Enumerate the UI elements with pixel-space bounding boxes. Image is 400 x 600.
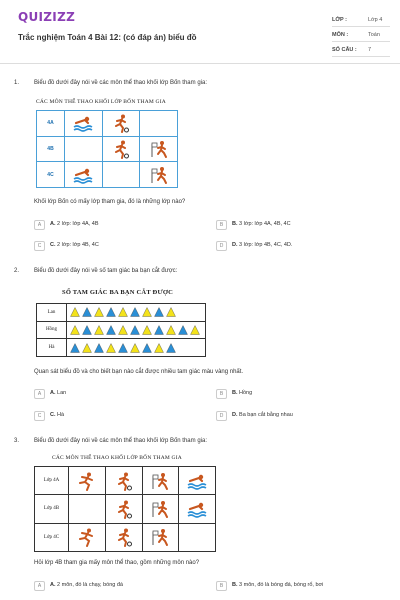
option-letter: B	[216, 389, 227, 399]
option-text: 3 môn, đó là bóng đá, bóng rổ, bơi	[239, 582, 324, 588]
chart-cell	[179, 523, 216, 551]
meta-subject	[332, 29, 390, 42]
chart-row	[37, 304, 206, 322]
triangle-cell	[67, 304, 206, 322]
meta-value: 7	[368, 47, 372, 53]
chart-row	[37, 136, 178, 162]
option-letter: D	[216, 411, 227, 421]
triangle-blue	[94, 343, 104, 353]
chess-icon	[150, 527, 170, 547]
option-text: 2 môn, đó là chạy, bóng đá	[57, 582, 123, 588]
chart-cell	[102, 111, 140, 137]
option-d[interactable]	[216, 240, 366, 252]
triangle-yellow	[82, 343, 92, 353]
row-label: 4B	[37, 136, 65, 162]
option-letter: B	[216, 220, 227, 230]
triangle-yellow	[142, 307, 152, 317]
triangle-blue	[154, 307, 164, 317]
chart-cell	[140, 111, 178, 137]
option-key: D.	[232, 242, 238, 248]
sports-pictograph	[36, 110, 178, 188]
chart-cell	[140, 162, 178, 188]
chart-row	[35, 495, 216, 523]
row-label: Lớp 4A	[35, 467, 69, 495]
chart-row	[35, 523, 216, 551]
triangle-yellow	[94, 307, 104, 317]
meta-key: LỚP :	[332, 17, 347, 23]
row-label: 4A	[37, 111, 65, 137]
question-prompt: Biểu đồ dưới đây nói về số tam giác ba bạn cắt được:	[34, 268, 178, 274]
page-header	[0, 0, 400, 64]
triangle-blue	[130, 307, 140, 317]
triangle-pictograph	[36, 303, 206, 357]
option-key: C.	[50, 242, 56, 248]
option-key: B.	[232, 390, 238, 396]
sports-pictograph	[34, 466, 216, 552]
chart-cell	[65, 136, 103, 162]
triangle-blue	[106, 307, 116, 317]
option-key: D.	[232, 412, 238, 418]
question-text: Hỏi lớp 4B tham gia mấy môn thể thao, gồm những môn nào?	[34, 560, 200, 566]
option-letter: C	[34, 411, 45, 421]
option-text: 2 lớp: lớp 4B, 4C	[57, 242, 99, 248]
triangle-yellow	[142, 325, 152, 335]
quizizz-logo: QUIZIZZ	[18, 10, 76, 24]
option-letter: A	[34, 581, 45, 591]
triangle-yellow	[166, 307, 176, 317]
chart-row	[37, 339, 206, 357]
chess-icon	[150, 471, 170, 491]
chart-cell	[65, 162, 103, 188]
triangle-blue	[142, 343, 152, 353]
football-icon	[111, 139, 131, 159]
chess-icon	[149, 139, 169, 159]
chart-cell	[69, 467, 106, 495]
meta-key: MÔN :	[332, 32, 349, 38]
question-text: Quan sát biểu đồ và cho biết bạn nào cắt được nhiều tam giác màu vàng nhất.	[34, 369, 244, 375]
option-key: A.	[50, 582, 56, 588]
row-label: Hà	[37, 339, 67, 357]
triangle-blue	[130, 325, 140, 335]
meta-count	[332, 44, 390, 57]
page-title: Trắc nghiệm Toán 4 Bài 12: (có đáp án) biểu đồ	[18, 33, 197, 42]
triangle-yellow	[166, 325, 176, 335]
option-b[interactable]	[216, 580, 366, 592]
row-label: Lớp 4C	[35, 523, 69, 551]
chart-cell	[105, 523, 142, 551]
chart-row	[35, 467, 216, 495]
option-letter: A	[34, 389, 45, 399]
chart-cell	[105, 467, 142, 495]
question-prompt: Biểu đồ dưới đây nói về các môn thể thao khối lớp Bốn tham gia:	[34, 80, 207, 86]
option-text: 2 lớp: lớp 4A, 4B	[57, 221, 99, 227]
option-a[interactable]	[34, 219, 184, 231]
chart-cell	[65, 111, 103, 137]
question-number: 2.	[14, 268, 20, 274]
triangle-blue	[82, 307, 92, 317]
triangle-blue	[118, 343, 128, 353]
option-text: Lan	[57, 390, 67, 396]
option-letter: B	[216, 581, 227, 591]
swim-icon	[187, 499, 207, 519]
chess-icon	[150, 499, 170, 519]
triangle-yellow	[106, 343, 116, 353]
meta-key: SỐ CÂU :	[332, 47, 357, 53]
question-text: Khối lớp Bốn có mấy lớp tham gia, đó là những lớp nào?	[34, 199, 186, 205]
chart-cell	[102, 136, 140, 162]
chart-cell	[69, 523, 106, 551]
triangle-blue	[178, 325, 188, 335]
runner-icon	[77, 527, 97, 547]
option-letter: A	[34, 220, 45, 230]
triangle-yellow	[130, 343, 140, 353]
option-a[interactable]	[34, 388, 184, 400]
option-letter: D	[216, 241, 227, 251]
option-key: C.	[50, 412, 56, 418]
triangle-yellow	[94, 325, 104, 335]
option-key: A.	[50, 390, 56, 396]
chart-title: SỐ TAM GIÁC BA BẠN CẮT ĐƯỢC	[62, 289, 173, 296]
chart-cell	[102, 162, 140, 188]
chart-cell	[140, 136, 178, 162]
question-number: 1.	[14, 80, 20, 86]
option-text: Hà	[57, 412, 65, 418]
option-c[interactable]	[34, 240, 184, 252]
option-c[interactable]	[34, 410, 184, 422]
triangle-yellow	[70, 325, 80, 335]
chess-icon	[149, 165, 169, 185]
option-key: B.	[232, 582, 238, 588]
chart-cell	[142, 467, 179, 495]
football-icon	[114, 471, 134, 491]
triangle-yellow	[190, 325, 200, 335]
triangle-yellow	[70, 307, 80, 317]
row-label: Lan	[37, 304, 67, 322]
meta-value: Toán	[368, 32, 380, 38]
triangle-blue	[154, 325, 164, 335]
chart-title: CÁC MÔN THỂ THAO KHỐI LỚP BỐN THAM GIA	[36, 99, 166, 105]
triangle-yellow	[154, 343, 164, 353]
chart-cell	[105, 495, 142, 523]
football-icon	[114, 527, 134, 547]
swim-icon	[73, 165, 93, 185]
chart-cell	[69, 495, 106, 523]
question-number: 3.	[14, 438, 20, 444]
runner-icon	[77, 471, 97, 491]
option-text: Hồng	[239, 390, 253, 396]
option-d[interactable]	[216, 410, 366, 422]
option-text: 3 lớp: lớp 4B, 4C, 4D.	[239, 242, 293, 248]
triangle-blue	[70, 343, 80, 353]
triangle-cell	[67, 321, 206, 339]
triangle-yellow	[118, 307, 128, 317]
triangle-blue	[106, 325, 116, 335]
chart-cell	[179, 467, 216, 495]
option-key: B.	[232, 221, 238, 227]
question-prompt: Biểu đồ dưới đây nói về các môn thể thao khối lớp Bốn tham gia:	[34, 438, 207, 444]
row-label: 4C	[37, 162, 65, 188]
swim-icon	[187, 471, 207, 491]
chart-row	[37, 321, 206, 339]
option-a[interactable]	[34, 580, 184, 592]
football-icon	[111, 113, 131, 133]
option-b[interactable]	[216, 219, 366, 231]
chart-cell	[179, 495, 216, 523]
option-b[interactable]	[216, 388, 366, 400]
football-icon	[114, 499, 134, 519]
swim-icon	[73, 113, 93, 133]
chart-cell	[142, 523, 179, 551]
option-text: Ba bạn cắt bằng nhau	[239, 412, 293, 418]
meta-value: Lớp 4	[368, 17, 383, 23]
row-label: Hồng	[37, 321, 67, 339]
row-label: Lớp 4B	[35, 495, 69, 523]
triangle-yellow	[118, 325, 128, 335]
chart-row	[37, 111, 178, 137]
triangle-blue	[82, 325, 92, 335]
chart-cell	[142, 495, 179, 523]
option-key: A.	[50, 221, 56, 227]
triangle-cell	[67, 339, 206, 357]
option-text: 3 lớp: lớp 4A, 4B, 4C	[239, 221, 291, 227]
chart-row	[37, 162, 178, 188]
option-letter: C	[34, 241, 45, 251]
chart-title: CÁC MÔN THỂ THAO KHỐI LỚP BỐN THAM GIA	[52, 455, 182, 461]
meta-class	[332, 14, 390, 27]
triangle-blue	[166, 343, 176, 353]
